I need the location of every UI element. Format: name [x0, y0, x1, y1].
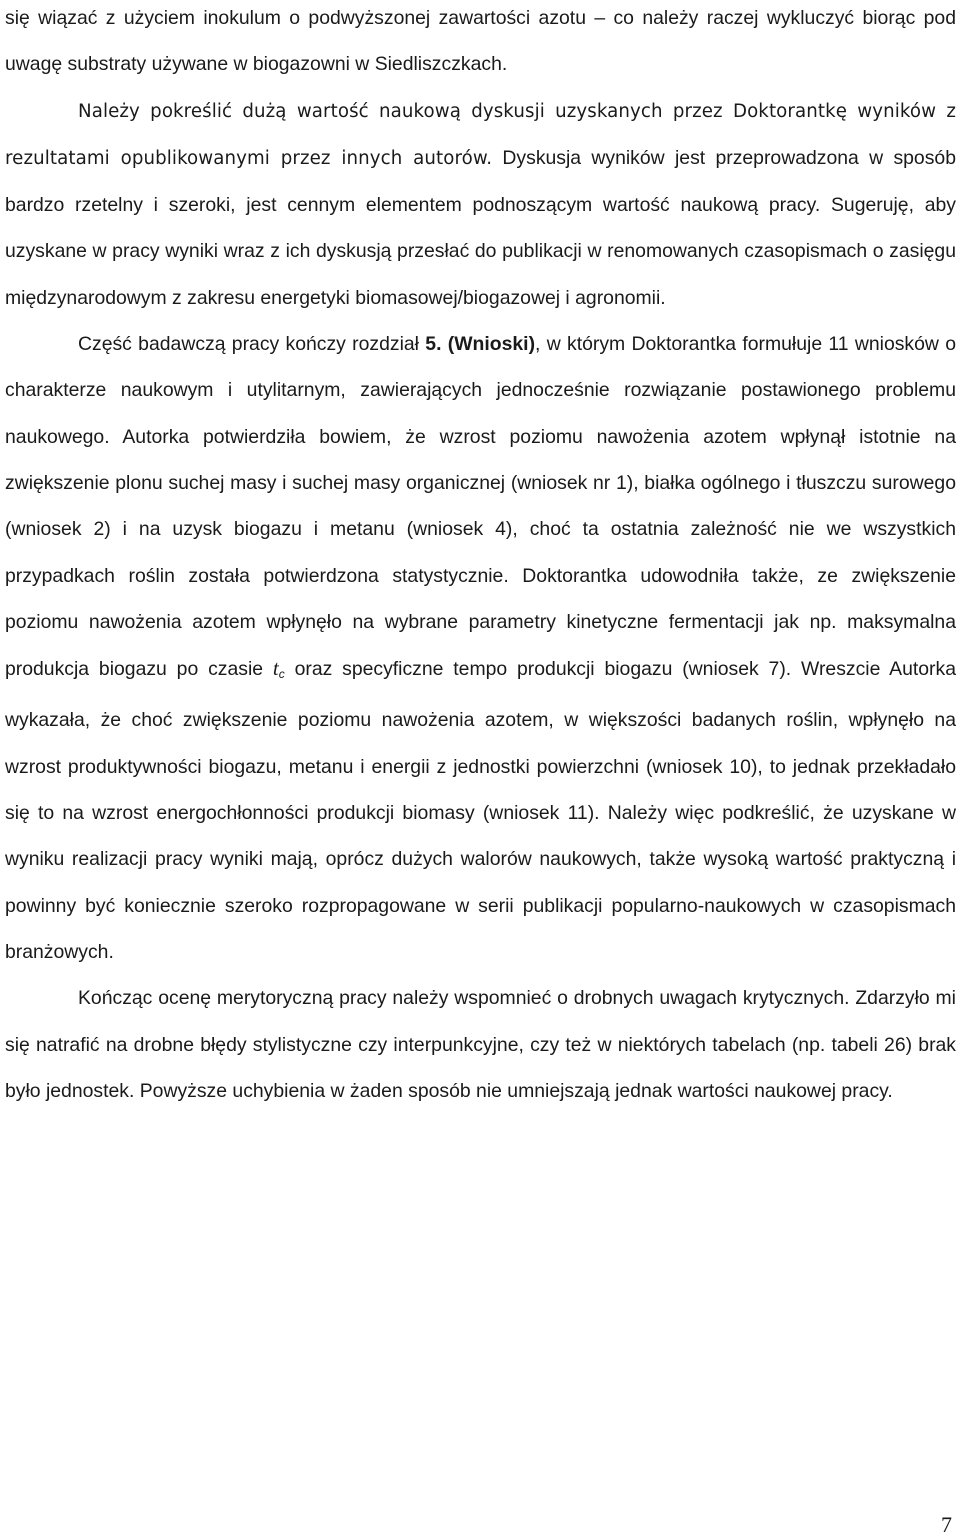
chapter-title: (Wnioski) [447, 333, 536, 356]
paragraph-text-a: Należy pokreślić dużą wartość naukową dyskusji uzyskanych przez Doktorantkę wyników z rezultatami opublikowanymi przez innych autorów. [5, 100, 956, 169]
paragraph-text-intro: Część badawczą pracy kończy rozdział [78, 333, 426, 356]
paragraph-text: Kończąc ocenę merytoryczną pracy należy wspomnieć o drobnych uwagach krytycznych. Zdarzyło mi się natrafić na drobne błędy stylistyczne czy interpunkcyjne, czy też w niektórych tabelach (np. tabeli 26) brak było jednostek. Powyższe uchybienia w żaden sposób nie umniejszają jednak wartości naukowej pracy. [5, 987, 956, 1102]
symbol-t: t [272, 656, 279, 681]
symbol-subscript-c: c [278, 667, 285, 682]
page-number: 7 [941, 1512, 952, 1537]
chapter-number: 5. [425, 333, 442, 356]
paragraph-text: się wiązać z użyciem inokulum o podwyższonej zawartości azotu – co należy raczej wykluczyć biorąc pod uwagę substraty używane w biogazowni w Siedliszczkach. [5, 7, 956, 76]
document-page [5, 0, 956, 1114]
paragraph-remarks [5, 975, 956, 1114]
paragraph-discussion [5, 88, 956, 321]
paragraph-text-end: oraz specyficzne tempo produkcji biogazu (wniosek 7). Wreszcie Autorka wykazała, że choć zwiększenie poziomu nawożenia azotem, w większości badanych roślin, wpłynęło na wzrost produktywności biogazu, metanu i energii z jednostki powierzchni (wniosek 10), to jednak przekładało się to na wzrost energochłonności produkcji biomasy (wniosek 11). Należy więc podkreślić, że uzyskane w wyniku realizacji pracy wyniki mają, oprócz dużych walorów naukowych, także wysoką wartość praktyczną i powinny być koniecznie szeroko rozpropagowane w serii publikacji popularno-naukowych w czasopismach branżowych. [5, 658, 956, 963]
paragraph-text-body: , w którym Doktorantka formułuje 11 wniosków o charakterze naukowym i utylitarnym, zawierających jednocześnie rozwiązanie postawionego problemu naukowego. Autorka potwierdziła bowiem, że wzrost poziomu nawożenia azotem wpłynął istotnie na zwiększenie plonu suchej masy i suchej masy organicznej (wniosek nr 1), białka ogólnego i tłuszczu surowego (wniosek 2) i na uzysk biogazu i metanu (wniosek 4), choć ta ostatnia zależność nie we wszystkich przypadkach roślin została potwierdzona statystycznie. Doktorantka udowodniła także, ze zwiększenie poziomu nawożenia azotem wpłynęło na wybrane parametry kinetyczne fermentacji jak np. maksymalna produkcja biogazu po czasie [5, 333, 956, 681]
paragraph-text-b: Dyskusja wyników jest przeprowadzona w sposób bardzo rzetelny i szeroki, jest cennym elementem podnoszącym wartość naukową pracy. Sugeruję, aby uzyskane w pracy wyniki wraz z ich dyskusją przesłać do publikacji w renomowanych czasopismach o zasięgu międzynarodowym z zakresu energetyki biomasowej/biogazowej i agronomii. [5, 146, 956, 309]
paragraph-continuation [5, 0, 956, 88]
paragraph-conclusions [5, 321, 956, 975]
